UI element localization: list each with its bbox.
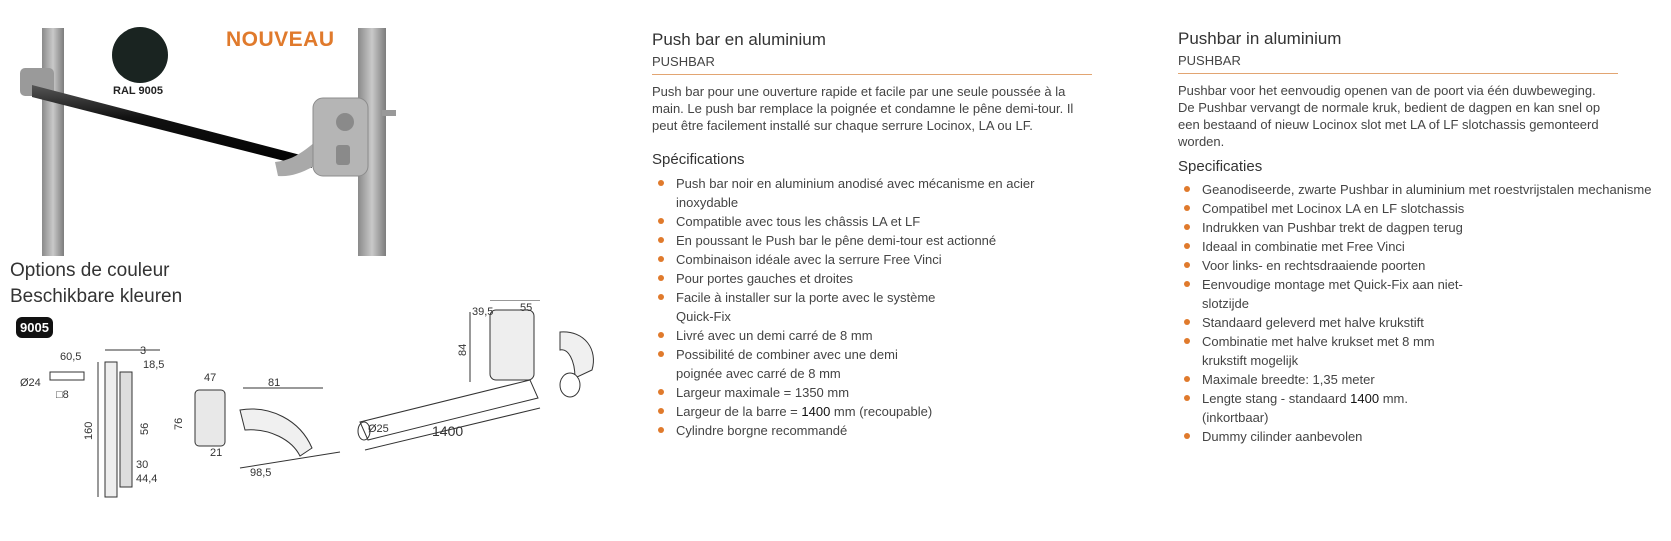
backplate <box>105 362 117 497</box>
list-item <box>652 250 1092 269</box>
list-item <box>1178 218 1658 237</box>
fr-spec-heading: Spécifications <box>652 151 745 168</box>
dim-3: 3 <box>140 345 147 357</box>
dim-60-5: 60,5 <box>60 351 82 363</box>
bar-length-value: 1400 <box>1350 391 1380 406</box>
ral-label: RAL 9005 <box>113 85 163 97</box>
plate-2 <box>120 372 132 487</box>
french-column <box>652 30 1092 440</box>
left-post <box>42 28 64 256</box>
dim-18-5: 18,5 <box>143 359 165 371</box>
handle-shape <box>240 409 312 456</box>
ral-color-swatch <box>112 27 168 83</box>
list-item <box>1178 370 1658 389</box>
list-item <box>652 174 1092 212</box>
list-item-text: Maximale breedte: 1,35 meter <box>1202 372 1375 387</box>
list-item-text: slotzijde <box>1202 296 1249 311</box>
list-item <box>652 231 1092 250</box>
list-item <box>1178 332 1658 370</box>
dutch-column <box>1178 29 1658 446</box>
dim-84: 84 <box>457 343 469 356</box>
fr-intro-line: peut être facilement installé sur chaque serrure Locinox, LA ou LF. <box>652 118 1033 133</box>
new-badge: NOUVEAU <box>226 28 335 51</box>
dim-160: 160 <box>83 421 95 440</box>
dim-47: 47 <box>204 372 217 384</box>
color-code-badge: 9005 <box>16 317 53 338</box>
right-cap <box>560 373 580 397</box>
list-item-text: Combinaison idéale avec la serrure Free Vinci <box>676 252 942 267</box>
list-item <box>1178 256 1658 275</box>
nl-spec-list <box>1178 180 1658 446</box>
list-item-text: Indrukken van Pushbar trekt de dagpen terug <box>1202 220 1463 235</box>
technical-drawing <box>0 300 630 525</box>
dim-76: 76 <box>173 417 185 430</box>
nl-intro-line: een bestaand of nieuw Locinox slot met LA of LF slotchassis gemonteerd <box>1178 117 1599 132</box>
nl-intro-line: De Pushbar vervangt de normale kruk, bedient de dagpen en kan snel op <box>1178 100 1601 115</box>
color-options-fr: Options de couleur <box>10 260 170 281</box>
list-item-text: poignée avec carré de 8 mm <box>676 366 841 381</box>
latch <box>382 110 396 116</box>
list-item-text: Push bar noir en aluminium anodisé avec mécanisme en acier inoxydable <box>676 176 1035 210</box>
list-item <box>652 402 1092 421</box>
nl-divider <box>1178 73 1618 74</box>
list-item-text: Combinatie met halve krukset met 8 mm <box>1202 334 1435 349</box>
fr-intro-line: main. Le push bar remplace la poignée et condamne le pêne demi-tour. Il <box>652 101 1074 116</box>
list-item <box>1178 427 1658 446</box>
dim-square-8: □8 <box>56 389 69 401</box>
list-item <box>652 212 1092 231</box>
mount-block <box>195 390 225 446</box>
fr-intro-line: Push bar pour une ouverture rapide et facile par une seule poussée à la <box>652 84 1066 99</box>
list-item-text: Standaard geleverd met halve krukstift <box>1202 315 1424 330</box>
list-item-text: Lengte stang - standaard <box>1202 391 1351 406</box>
list-item-text: Largeur maximale = 1350 mm <box>676 385 850 400</box>
right-handle <box>560 332 593 378</box>
list-item <box>652 421 1092 440</box>
list-item <box>652 288 1092 326</box>
fr-title: Push bar en aluminium <box>652 30 826 49</box>
dim-55: 55 <box>520 302 533 314</box>
bar-width-value: 1400 <box>801 404 831 419</box>
nl-intro <box>1178 82 1658 150</box>
right-block <box>490 310 534 380</box>
dim-39-5: 39,5 <box>472 306 494 318</box>
list-item-text: Compatibel met Locinox LA en LF slotchassis <box>1202 201 1465 216</box>
list-item-text: Voor links- en rechtsdraaiende poorten <box>1202 258 1426 273</box>
list-item <box>1178 180 1658 199</box>
dim-diameter-24: Ø24 <box>20 377 41 389</box>
list-item-text: En poussant le Push bar le pêne demi-tour est actionné <box>676 233 997 248</box>
list-item-text: Quick-Fix <box>676 309 731 324</box>
list-item <box>1178 389 1658 427</box>
list-item <box>1178 237 1658 256</box>
dim-56: 56 <box>139 422 151 435</box>
list-item <box>652 345 1092 383</box>
list-item-text: Largeur de la barre = <box>676 404 802 419</box>
list-item-text: Ideaal in combinatie met Free Vinci <box>1202 239 1405 254</box>
list-item-text: Cylindre borgne recommandé <box>676 423 848 438</box>
list-item-text: Facile à installer sur la porte avec le système <box>676 290 936 305</box>
list-item <box>1178 275 1658 313</box>
nl-intro-line: worden. <box>1178 134 1225 149</box>
nl-subtitle: PUSHBAR <box>1178 53 1241 68</box>
list-item-text: Eenvoudige montage met Quick-Fix aan niet- <box>1202 277 1463 292</box>
spindle <box>50 372 84 380</box>
list-item <box>1178 313 1658 332</box>
product-photo <box>0 0 400 260</box>
list-item-text: Geanodiseerde, zwarte Pushbar in aluminium met roestvrijstalen mechanisme <box>1202 182 1652 197</box>
list-item <box>652 269 1092 288</box>
dim-1400: 1400 <box>432 423 464 439</box>
dim-diameter-25: Ø25 <box>368 423 389 435</box>
fr-intro <box>652 83 1092 134</box>
list-item-text: krukstift mogelijk <box>1202 353 1299 368</box>
lock-cylinder <box>336 145 350 165</box>
nl-intro-line: Pushbar voor het eenvoudig openen van de poort via één duwbeweging. <box>1178 83 1596 98</box>
fr-divider <box>652 74 1092 75</box>
nl-title: Pushbar in aluminium <box>1178 29 1342 48</box>
list-item-text: Dummy cilinder aanbevolen <box>1202 429 1363 444</box>
list-item-text: Pour portes gauches et droites <box>676 271 854 286</box>
list-item <box>652 326 1092 345</box>
nl-spec-heading: Specificaties <box>1178 158 1263 175</box>
list-item <box>1178 199 1658 218</box>
list-item-text: Livré avec un demi carré de 8 mm <box>676 328 873 343</box>
list-item-text: Compatible avec tous les châssis LA et LF <box>676 214 921 229</box>
push-bar <box>32 85 312 168</box>
dim-21: 21 <box>210 447 223 459</box>
color-options-nl: Beschikbare kleuren <box>10 286 183 307</box>
list-item-text: Possibilité de combiner avec une demi <box>676 347 898 362</box>
list-item-text: mm. <box>1379 391 1408 406</box>
dim-98-5: 98,5 <box>250 467 272 479</box>
dim-44-4: 44,4 <box>136 473 158 485</box>
list-item <box>652 383 1092 402</box>
dim-81: 81 <box>268 377 281 389</box>
list-item-text: (inkortbaar) <box>1202 410 1269 425</box>
fr-subtitle: PUSHBAR <box>652 54 715 69</box>
list-item-text: mm (recoupable) <box>830 404 933 419</box>
fr-spec-list <box>652 174 1092 440</box>
lock-screw <box>336 113 354 131</box>
dim-30: 30 <box>136 459 149 471</box>
